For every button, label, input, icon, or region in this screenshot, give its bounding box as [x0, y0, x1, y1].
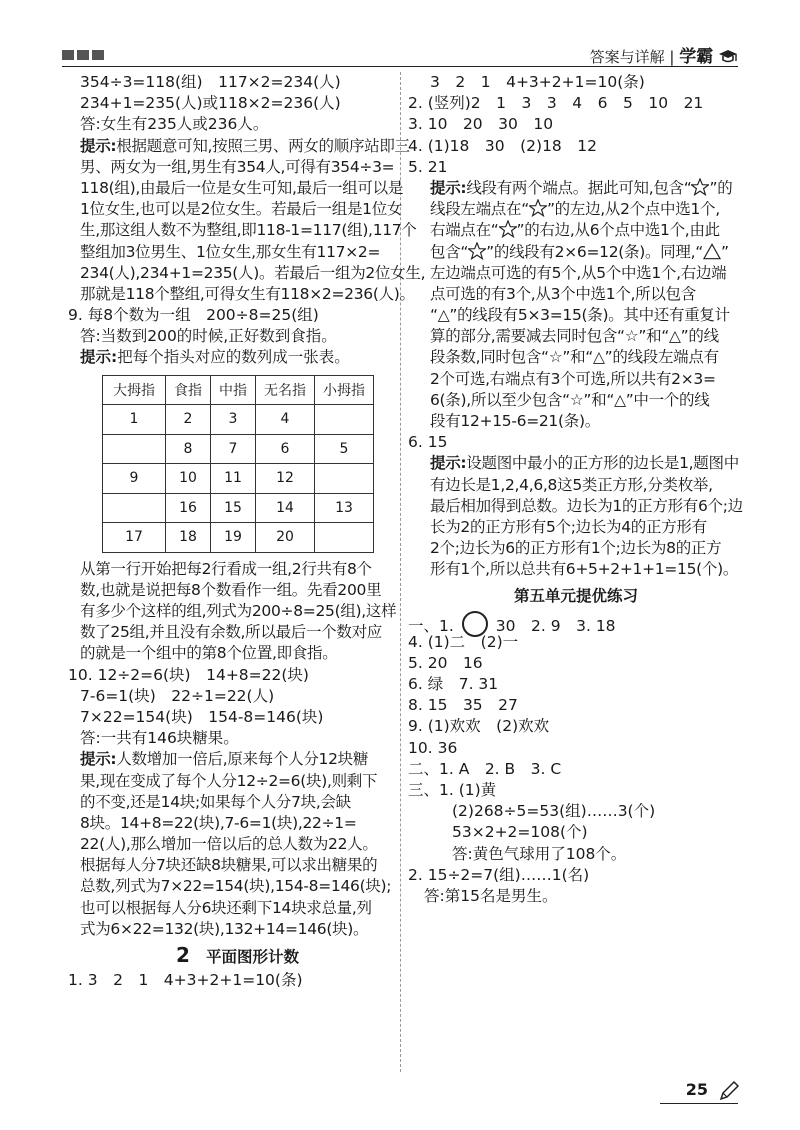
- table-cell: 6: [256, 434, 315, 464]
- q9-explain-line: 从第一行开始把每2行看成一组,2行共有8个: [80, 559, 372, 578]
- q10-line: 10. 12÷2=6(块) 14+8=22(块): [68, 665, 309, 684]
- answer-line: 53×2+2=108(个): [452, 823, 588, 842]
- q5-hint-line: 2个可选,右端点有3个可选,所以共有2×3=: [430, 369, 716, 388]
- star-icon: [468, 242, 486, 260]
- hint-label: 提示:: [430, 178, 467, 197]
- answer-line: 3 2 1 4+3+2+1=10(条): [430, 73, 645, 91]
- section-label: 答案与详解: [589, 48, 665, 66]
- q10-hint-line: 果,现在变成了每个人分12÷2=6(块),则剩下: [80, 771, 378, 790]
- table-cell: 18: [166, 523, 211, 553]
- q9-explain-line: 的就是一个组中的第8个位置,即食指。: [80, 644, 338, 663]
- q10-hint-line: 式为6×22=132(块),132+14=146(块)。: [80, 919, 369, 938]
- q8-hint-line: 整组加3位男生、1位女生,那女生有117×2=: [80, 242, 381, 261]
- q9-line: 9. 每8个数为一组 200÷8=25(组): [68, 306, 319, 325]
- q9-explain-line: 数,也就是说把每8个数看作一组。先看200里: [80, 580, 382, 599]
- table-cell: 10: [166, 464, 211, 494]
- table-header: 小拇指: [315, 375, 374, 405]
- table-cell: 11: [211, 464, 256, 494]
- square-icon: [62, 50, 74, 60]
- hint-label: 提示:: [80, 348, 118, 367]
- unit-number: 2: [176, 943, 190, 967]
- square-icon: [77, 50, 89, 60]
- table-cell: 7: [211, 434, 256, 464]
- footer-rule: [660, 1103, 738, 1104]
- table-cell: 8: [166, 434, 211, 464]
- q8-hint-line: 234(人),234+1=235(人)。若最后一组为2位女生,: [80, 263, 426, 282]
- hint-text: 把每个指头对应的数列成一张表。: [117, 348, 350, 367]
- page-header: [62, 40, 738, 67]
- table-cell: 12: [256, 464, 315, 494]
- hint-label: 提示:: [80, 750, 117, 769]
- q6-hint-line: 2个;边长为6的正方形有1个;边长为8的正方: [430, 539, 722, 558]
- table-cell: 16: [166, 493, 211, 523]
- q6-line: 6. 15: [408, 433, 448, 452]
- table-header-row: [103, 375, 374, 405]
- section-title: 第五单元提优练习: [513, 586, 638, 605]
- table-row: [103, 523, 374, 553]
- answer-line: 二、1. A 2. B 3. C: [408, 759, 562, 778]
- q10-hint-line: 也可以根据每人分6块还剩下14块求总量,列: [80, 898, 372, 917]
- q10-hint-line: 22(人),那么增加一倍以后的总人数为22人。: [80, 835, 378, 854]
- q10-line: 答:一共有146块糖果。: [80, 729, 239, 748]
- triangle-icon: [703, 243, 721, 260]
- table-header: 中指: [211, 375, 256, 405]
- header-separator: |: [669, 48, 675, 66]
- q5-hint-line: 线段左端点在“ ”的左边,从2个点中选1个,: [430, 200, 720, 219]
- q5-hint-line: 右端点在“ ”的右边,从6个点中选1个,由此: [430, 221, 720, 240]
- star-icon: [529, 199, 547, 217]
- answer-line: 9. (1)欢欢 (2)欢欢: [408, 717, 550, 736]
- star-icon: [499, 220, 517, 238]
- square-icon: [92, 50, 104, 60]
- answer-line: 6. 绿 7. 31: [408, 675, 499, 694]
- table-header: 食指: [166, 375, 211, 405]
- q5-hint-line: 提示:线段有两个端点。据此可知,包含“ ”的: [430, 178, 733, 197]
- q6-hint-line: 有边长是1,2,4,6,8这5类正方形,分类枚举,: [430, 475, 713, 494]
- q6-hint-line: 最后相加得到总数。边长为1的正方形有6个;边: [430, 496, 743, 515]
- answer-line: 5. 20 16: [408, 653, 483, 672]
- unit-title: 平面图形计数: [205, 948, 299, 966]
- table-cell: [315, 523, 374, 553]
- graduation-cap-icon: [718, 48, 738, 66]
- answer-line: 一、1. 30 2. 9 3. 18: [408, 611, 744, 632]
- q5-hint-line: 段有12+15-6=21(条)。: [430, 412, 600, 430]
- q8-hint-line: 118(组),由最后一位是女生可知,最后一组可以是: [80, 178, 404, 197]
- hint-label: 提示:: [80, 136, 117, 155]
- header-right: [590, 42, 738, 67]
- q5-hint-line: “△”的线段有5×3=15(条)。其中还有重复计: [430, 306, 730, 325]
- table-header: 无名指: [256, 375, 315, 405]
- left-column: [68, 72, 426, 991]
- q8-hint-line: 那就是118个整组,可得女生有118×2=236(人)。: [80, 284, 415, 303]
- q10-hint-line: 的不变,还是14块;如果每个人分7块,会缺: [80, 792, 351, 811]
- table-row: [103, 434, 374, 464]
- q8-line: 354÷3=118(组) 117×2=234(人): [80, 73, 341, 91]
- table-cell: 5: [315, 434, 374, 464]
- answer-line: 三、1. (1)黄: [408, 781, 497, 799]
- table-row: [103, 464, 374, 494]
- q10-hint-line: 总数,列式为7×22=154(块),154-8=146(块);: [80, 877, 392, 896]
- table-cell: [103, 493, 166, 523]
- q8-line: 234+1=235(人)或118×2=236(人): [80, 94, 341, 113]
- table-row: [103, 493, 374, 523]
- page-number: 25: [685, 1080, 708, 1099]
- table-cell: 14: [256, 493, 315, 523]
- table-cell: 4: [256, 405, 315, 435]
- answer-line: 2. 15÷2=7(组)……1(名): [408, 865, 590, 884]
- answer-line: 4. (1)18 30 (2)18 12: [408, 136, 598, 155]
- table-cell: 15: [211, 493, 256, 523]
- answer-line: 答:黄色气球用了108个。: [452, 844, 627, 863]
- q8-hint-line: 生,那这组人数不为整组,即118-1=117(组),117个: [80, 221, 417, 240]
- q5-hint-line: 算的部分,需要减去同时包含“☆”和“△”的线: [430, 327, 719, 346]
- header-squares: [62, 50, 104, 60]
- q9-line: 答:当数到200的时候,正好数到食指。: [80, 327, 337, 346]
- answer-line: 5. 21: [408, 157, 448, 176]
- unit-first-line: 1. 3 2 1 4+3+2+1=10(条): [68, 971, 303, 989]
- q8-hint-line: 男、两女为一组,男生有354人,可得有354÷3=: [80, 157, 395, 176]
- table-cell: 20: [256, 523, 315, 553]
- hint-label: 提示:: [430, 454, 467, 473]
- q8-line: 答:女生有235人或236人。: [80, 115, 269, 134]
- q5-hint-line: 段条数,同时包含“☆”和“△”的线段左端点有: [430, 348, 719, 367]
- hint-text: 设题图中最小的正方形的边长是1,题图中: [466, 454, 739, 473]
- answer-line: 答:第15名是男生。: [424, 886, 558, 905]
- table-cell: 17: [103, 523, 166, 553]
- q6-hint-line: 形有1个,所以总共有6+5+2+1+1=15(个)。: [430, 560, 739, 579]
- table-cell: [103, 434, 166, 464]
- table-header: 大拇指: [103, 375, 166, 405]
- q10-hint-line: 8块。14+8=22(块),7-6=1(块),22÷1=: [80, 813, 357, 832]
- answer-line: (2)268÷5=53(组)……3(个): [452, 802, 656, 821]
- pencil-icon: [718, 1080, 740, 1102]
- answer-line: 3. 10 20 30 10: [408, 115, 554, 134]
- finger-number-table: [102, 375, 374, 553]
- q8-hint-line: [80, 136, 410, 157]
- brand-name: 学霸: [679, 47, 714, 67]
- q9-explain-line: 有多少个这样的组,列式为200÷8=25(组),这样: [80, 602, 397, 620]
- table-cell: 2: [166, 405, 211, 435]
- q5-hint-line: 左边端点可选的有5个,从5个中选1个,右边端: [430, 263, 727, 282]
- table-cell: 3: [211, 405, 256, 435]
- table-cell: [315, 464, 374, 494]
- q9-explain-line: 数了25组,并且没有余数,所以最后一个数对应: [80, 623, 382, 642]
- q5-hint-line: 包含“ ”的线段有2×6=12(条)。同理,“ ”: [430, 242, 729, 261]
- right-column: [408, 72, 744, 907]
- q10-line: 7×22=154(块) 154-8=146(块): [80, 707, 324, 726]
- answer-line: 2. (竖列)2 1 3 3 4 6 5 10 21: [408, 94, 704, 113]
- table-cell: 1: [103, 405, 166, 435]
- q5-hint-line: 点可选的有3个,从3个中选1个,所以包含: [430, 284, 696, 303]
- table-cell: [315, 405, 374, 435]
- q5-hint-line: 6(条),所以至少包含“☆”和“△”中一个的线: [430, 390, 710, 409]
- table-cell: 13: [315, 493, 374, 523]
- hint-text: 根据题意可知,按照三男、两女的顺序站即三: [116, 136, 410, 155]
- hint-text: 人数增加一倍后,原来每个人分12块糖: [116, 750, 369, 769]
- star-icon: [691, 178, 709, 196]
- q10-line: 7-6=1(块) 22÷1=22(人): [80, 686, 275, 705]
- q8-hint-line: 1位女生,也可以是2位女生。若最后一组是1位女: [80, 200, 403, 219]
- unit-heading: [80, 940, 395, 970]
- q10-hint-line: 根据每人分7块还缺8块糖果,可以求出糖果的: [80, 856, 378, 875]
- answer-line: 4. (1)二 (2)一: [408, 632, 519, 651]
- table-row: [103, 405, 374, 435]
- answer-line: 10. 36: [408, 738, 458, 757]
- table-cell: 19: [211, 523, 256, 553]
- q6-hint-line: 长为2的正方形有5个;边长为4的正方形有: [430, 517, 707, 536]
- answer-line: 8. 15 35 27: [408, 696, 518, 715]
- table-cell: 9: [103, 464, 166, 494]
